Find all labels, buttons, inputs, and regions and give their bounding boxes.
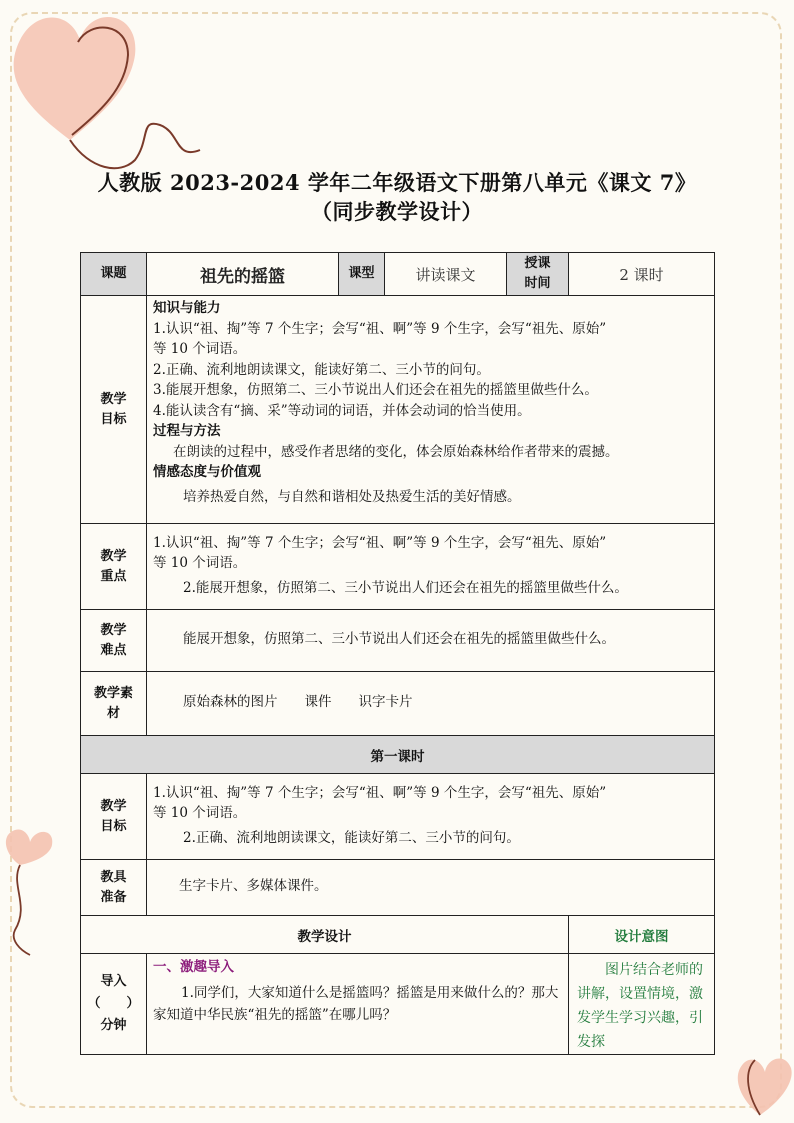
key-points-line-1b: 等 10 个词语。 — [153, 555, 247, 572]
design-header: 教学设计 — [81, 916, 569, 954]
key-points-line-1: 1.认识“祖、掏”等 7 个生字；会写“祖、啊”等 9 个生字，会写“祖先、原始” — [153, 534, 607, 551]
difficulty-label — [81, 610, 147, 672]
objectives-label — [81, 296, 147, 524]
lesson1-objectives-label — [81, 774, 147, 860]
intro-intent — [569, 954, 715, 1055]
objectives-process-text: 在朗读的过程中，感受作者思绪的变化，体会原始森林给作者带来的震撼。 — [173, 443, 619, 460]
intro-label-line1: 导入 — [100, 974, 127, 989]
type-label: 课型 — [339, 253, 385, 296]
lesson1-objectives-line-1b: 等 10 个词语。 — [153, 805, 247, 822]
objectives-line-3: 3.能展开想象，仿照第二、三小节说出人们还会在祖先的摇篮里做些什么。 — [153, 382, 598, 398]
objectives-emotion-text: 培养热爱自然，与自然和谐相处及热爱生活的美好情感。 — [183, 488, 521, 505]
topic-value: 祖先的摇篮 — [147, 253, 339, 296]
difficulty-label-line1: 教学 — [100, 622, 127, 638]
key-points-row — [81, 524, 715, 610]
objectives-label-line1: 教学 — [100, 391, 127, 407]
key-points-label-line2: 重点 — [100, 568, 127, 584]
objectives-label-line2: 目标 — [100, 411, 127, 427]
objectives-line-1b: 等 10 个词语。 — [153, 341, 247, 357]
heart-decoration-left — [0, 810, 70, 960]
lesson1-title: 第一课时 — [81, 736, 715, 774]
lesson1-prep-row — [81, 860, 715, 916]
intro-label — [81, 954, 147, 1055]
lesson1-objectives-line-1: 1.认识“祖、掏”等 7 个生字；会写“祖、啊”等 9 个生字，会写“祖先、原始” — [153, 784, 607, 801]
key-points-label — [81, 524, 147, 610]
heart-decoration-bottom-right — [715, 1020, 794, 1123]
intro-step-text: 1.同学们，大家知道什么是摇篮吗？摇篮是用来做什么的？那大家知道中华民族“祖先的摇篮”在哪儿吗？ — [153, 985, 559, 1023]
objectives-heading-knowledge: 知识与能力 — [153, 300, 221, 316]
intro-label-line3: 分钟 — [100, 1018, 127, 1033]
materials-content — [147, 672, 715, 736]
objectives-line-2: 2.正确、流利地朗读课文，能读好第二、三小节的问句。 — [153, 361, 490, 378]
objectives-row — [81, 296, 715, 524]
lesson1-prep-label — [81, 860, 147, 916]
objectives-line-4: 4.能认读含有“摘、采”等动词的词语，并体会动词的恰当使用。 — [153, 402, 531, 419]
key-points-line-2: 2.能展开想象，仿照第二、三小节说出人们还会在祖先的摇篮里做些什么。 — [183, 579, 628, 596]
objectives-heading-emotion: 情感态度与价值观 — [153, 464, 261, 480]
intro-label-line2: （ ） — [87, 996, 140, 1011]
difficulty-text: 能展开想象，仿照第二、三小节说出人们还会在祖先的摇篮里做些什么。 — [183, 631, 615, 648]
materials-row — [81, 672, 715, 736]
key-points-content — [147, 524, 715, 610]
lesson1-prep-content — [147, 860, 715, 916]
lesson1-prep-label-line1: 教具 — [100, 869, 127, 885]
difficulty-row — [81, 610, 715, 672]
lesson1-objectives-row — [81, 774, 715, 860]
header-row — [81, 253, 715, 296]
materials-label-line1: 教学素 — [93, 685, 133, 701]
design-intent-header: 设计意图 — [569, 916, 715, 954]
intro-intent-text: 图片结合老师的讲解，设置情境，激发学生学习兴趣，引发探 — [577, 962, 703, 1050]
materials-label-line2: 材 — [106, 705, 120, 721]
hours-value: 2 课时 — [569, 253, 715, 296]
document-title: 人教版 2023-2024 学年二年级语文下册第八单元《课文 7》 — [97, 170, 697, 195]
lesson1-objectives-content — [147, 774, 715, 860]
type-value: 讲读课文 — [385, 253, 507, 296]
objectives-heading-process: 过程与方法 — [153, 423, 221, 439]
document-subtitle: （同步教学设计） — [311, 199, 483, 224]
lesson1-prep-text: 生字卡片、多媒体课件。 — [179, 878, 328, 895]
lesson-plan-table — [80, 252, 715, 1055]
difficulty-content — [147, 610, 715, 672]
objectives-content — [147, 296, 715, 524]
lesson1-objectives-line-2: 2.正确、流利地朗读课文，能读好第二、三小节的问句。 — [183, 829, 520, 846]
key-points-label-line1: 教学 — [100, 548, 127, 564]
design-header-row — [81, 916, 715, 954]
lesson1-title-row — [81, 736, 715, 774]
time-label — [507, 253, 569, 296]
materials-text: 原始森林的图片 课件 识字卡片 — [183, 694, 413, 711]
intro-content — [147, 954, 569, 1055]
intro-step-title: 一、激趣导入 — [153, 959, 234, 975]
lesson1-objectives-label-line1: 教学 — [100, 798, 127, 814]
lesson1-prep-label-line2: 准备 — [100, 889, 127, 905]
difficulty-label-line2: 难点 — [100, 642, 127, 658]
time-label-line1: 授课 — [524, 256, 551, 271]
time-label-line2: 时间 — [524, 276, 551, 291]
topic-label: 课题 — [81, 253, 147, 296]
materials-label — [81, 672, 147, 736]
objectives-line-1: 1.认识“祖、掏”等 7 个生字；会写“祖、啊”等 9 个生字，会写“祖先、原始” — [153, 320, 607, 337]
lesson1-objectives-label-line2: 目标 — [100, 818, 127, 834]
intro-row — [81, 954, 715, 1055]
